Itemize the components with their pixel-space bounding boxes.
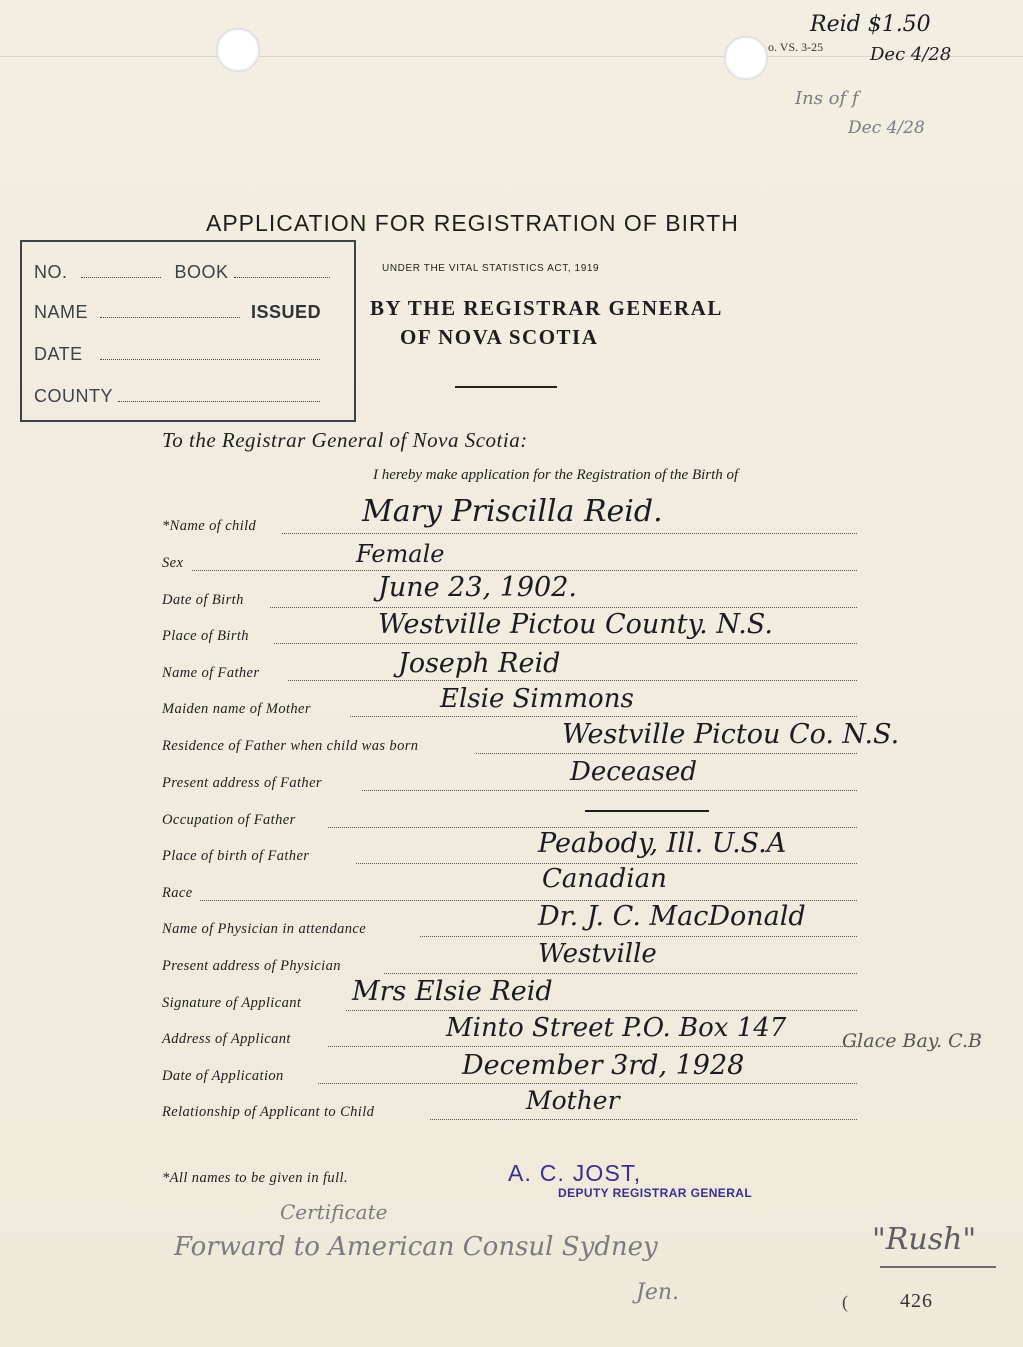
field-label: Place of Birth (162, 628, 249, 644)
stamp-date-dots (100, 349, 320, 360)
pencil-note-rush: "Rush" (872, 1222, 977, 1257)
value-present-address-of-father: Deceased (570, 757, 698, 787)
salutation: To the Registrar General of Nova Scotia: (162, 428, 528, 452)
field-present-address-of-father (162, 774, 857, 794)
field-sex (162, 554, 857, 574)
stamp-no-dots (81, 267, 161, 278)
stamp-row-no (34, 262, 330, 283)
stamp-row-name (34, 302, 321, 323)
issuer-line-2: OF NOVA SCOTIA (400, 325, 599, 349)
field-leader (476, 753, 857, 754)
deputy-registrar-stamp-title: DEPUTY REGISTRAR GENERAL (558, 1186, 753, 1200)
field-leader (270, 607, 857, 608)
value-signature-of-applicant: Mrs Elsie Reid (352, 976, 553, 1007)
field-label: *Name of child (162, 518, 257, 534)
field-leader (346, 1010, 857, 1011)
field-leader (192, 570, 857, 571)
value-date-of-application: December 3rd, 1928 (462, 1050, 745, 1081)
stamp-book-label: BOOK (174, 262, 229, 282)
margin-note-fee: Reid $1.50 (810, 12, 931, 37)
field-leader (384, 973, 857, 974)
stamp-county-label: COUNTY (34, 386, 113, 406)
stamp-issued-label: ISSUED (251, 302, 322, 322)
field-label: Place of birth of Father (162, 848, 310, 864)
form-number: o. VS. 3-25 (768, 40, 824, 54)
margin-tick-mark: ( (842, 1292, 848, 1312)
pencil-note-forward: Forward to American Consul Sydney (174, 1232, 658, 1262)
value-date-of-birth: June 23, 1902. (378, 572, 577, 603)
value-address-of-applicant: Minto Street P.O. Box 147 (446, 1013, 787, 1043)
field-leader (274, 643, 857, 644)
field-label: Maiden name of Mother (162, 701, 311, 717)
title-rule (455, 386, 557, 388)
value-place-of-birth-of-father: Peabody, Ill. U.S.A (538, 828, 787, 859)
field-label: Sex (162, 555, 184, 571)
value-maiden-name-of-mother: Elsie Simmons (440, 684, 634, 714)
field-label: Signature of Applicant (162, 995, 302, 1011)
value-race: Canadian (542, 864, 667, 894)
field-label: Race (162, 885, 193, 901)
field-label: Present address of Father (162, 775, 322, 791)
field-label: Present address of Physician (162, 958, 341, 974)
stamp-name-label: NAME (34, 302, 89, 322)
value-place-of-birth: Westville Pictou County. N.S. (378, 609, 773, 640)
field-label: Date of Application (162, 1068, 284, 1084)
stamp-county-dots (118, 391, 320, 402)
field-label: Name of Physician in attendance (162, 921, 367, 937)
field-leader (362, 790, 857, 791)
field-leader (350, 716, 857, 717)
stamp-name-dots (100, 307, 240, 318)
field-leader (282, 533, 857, 534)
margin-note-date: Dec 4/28 (870, 44, 952, 65)
page-number: 426 (900, 1290, 933, 1312)
field-label: Name of Father (162, 665, 260, 681)
field-label: Date of Birth (162, 592, 244, 608)
pencil-note-initials: Jen. (636, 1280, 680, 1305)
intro-text: I hereby make application for the Registration of the Birth of (373, 467, 739, 483)
field-leader (288, 680, 857, 681)
pencil-note-certificate: Certificate (280, 1200, 388, 1224)
value-name-of-father: Joseph Reid (398, 648, 561, 679)
field-leader (420, 936, 857, 937)
field-leader (328, 1046, 857, 1047)
value-physician-address: Westville (538, 939, 657, 969)
stamp-date-label: DATE (34, 344, 83, 364)
field-label: Occupation of Father (162, 812, 296, 828)
field-relationship-of-applicant (162, 1103, 857, 1123)
field-leader (430, 1119, 857, 1120)
value-address-extra: Glace Bay. C.B (842, 1030, 982, 1052)
value-physician-name: Dr. J. C. MacDonald (538, 901, 806, 932)
deputy-registrar-stamp-name: A. C. JOST, (508, 1160, 642, 1186)
stamp-row-date (34, 344, 320, 365)
value-name-of-child: Mary Priscilla Reid. (362, 494, 663, 529)
form-title: APPLICATION FOR REGISTRATION OF BIRTH (206, 210, 739, 236)
rush-underline (880, 1266, 996, 1268)
stamp-row-county (34, 386, 320, 407)
punch-hole-left (216, 28, 260, 72)
margin-note-pencil-1: Ins of f (795, 88, 859, 109)
form-subtitle: UNDER THE VITAL STATISTICS ACT, 1919 (382, 263, 600, 274)
field-label: Relationship of Applicant to Child (162, 1104, 375, 1120)
margin-note-pencil-2: Dec 4/28 (848, 118, 925, 138)
value-residence-of-father: Westville Pictou Co. N.S. (562, 719, 900, 750)
field-label: Residence of Father when child was born (162, 738, 419, 754)
field-leader (318, 1083, 857, 1084)
footnote: *All names to be given in full. (162, 1170, 348, 1186)
value-relationship: Mother (526, 1086, 620, 1115)
stamp-book-dots (234, 267, 330, 278)
field-present-address-of-physician (162, 957, 857, 977)
punch-hole-right (724, 36, 768, 80)
issuer-line-1: BY THE REGISTRAR GENERAL (370, 296, 723, 320)
field-label: Address of Applicant (162, 1031, 291, 1047)
value-occupation-of-father-dash (585, 810, 709, 812)
registration-stamp-box (20, 240, 356, 422)
value-sex: Female (356, 540, 445, 568)
stamp-no-label: NO. (34, 262, 68, 282)
